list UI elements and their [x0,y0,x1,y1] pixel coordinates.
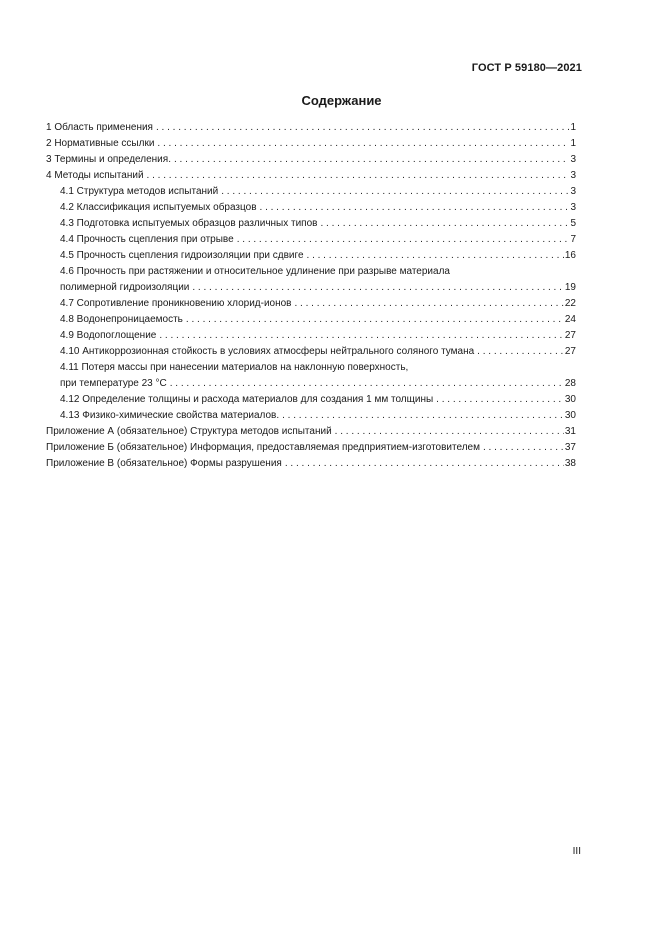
toc-leader-dots [221,184,569,200]
toc-entry-page: 37 [564,442,576,453]
toc-entry-page: 31 [564,426,576,437]
toc-leader-dots [186,312,564,328]
toc-entry-page: 28 [564,378,576,389]
toc-entry[interactable] [46,360,576,392]
toc-entry[interactable] [46,456,576,472]
toc-entry[interactable] [46,152,576,168]
toc-entry[interactable] [46,264,576,296]
toc-entry-label: 4.2 Классификация испытуемых образцов [60,202,257,213]
table-of-contents [46,120,576,472]
toc-leader-dots [477,344,564,360]
toc-entry-page: 19 [564,282,576,293]
toc-entry-label: 4.4 Прочность сцепления при отрыве [60,234,234,245]
toc-leader-dots [335,424,564,440]
toc-entry-label: 4.1 Структура методов испытаний [60,186,219,197]
document-code: ГОСТ Р 59180—2021 [471,62,582,74]
toc-title: Содержание [301,93,382,108]
toc-entry-label: 4.3 Подготовка испытуемых образцов различных типов [60,218,318,229]
toc-leader-dots [192,280,564,296]
toc-leader-dots [260,200,570,216]
toc-entry-label: при температуре 23 °С [60,378,167,389]
toc-entry-page: 3 [570,170,576,181]
toc-entry-label: полимерной гидроизоляции [60,282,190,293]
toc-entry[interactable] [46,136,576,152]
toc-entry-page: 30 [564,410,576,421]
toc-entry-label: 3 Термины и определения. [46,154,171,165]
toc-entry-page: 27 [564,346,576,357]
toc-entry[interactable] [46,328,576,344]
toc-leader-dots [436,392,564,408]
toc-leader-dots [320,216,569,232]
toc-entry-label: 4.5 Прочность сцепления гидроизоляции при сдвиге [60,250,304,261]
toc-entry-label: Приложение Б (обязательное) Информация, предоставляемая предприятием-изготовителем [46,442,480,453]
toc-entry[interactable] [46,440,576,456]
toc-entry[interactable] [46,424,576,440]
toc-entry[interactable] [46,408,576,424]
toc-entry[interactable] [46,120,576,136]
toc-entry[interactable] [46,392,576,408]
toc-entry-label: 4.12 Определение толщины и расхода материалов для создания 1 мм толщины [60,394,434,405]
toc-entry[interactable] [46,312,576,328]
toc-entry-page: 38 [564,458,576,469]
toc-entry-label: 4.9 Водопоглощение [60,330,157,341]
toc-entry[interactable] [46,168,576,184]
toc-entry-label: Приложение В (обязательное) Формы разрушения [46,458,282,469]
toc-leader-dots [285,456,564,472]
toc-entry-label: Приложение А (обязательное) Структура методов испытаний [46,426,332,437]
toc-entry-page: 1 [570,138,576,149]
toc-entry-label: 4.10 Антикоррозионная стойкость в условиях атмосферы нейтрального соляного тумана [60,346,475,357]
page-number: III [572,846,581,857]
toc-entry-label: 4.13 Физико-химические свойства материалов. [60,410,280,421]
toc-entry-label: 4.8 Водонепроницаемость [60,314,183,325]
toc-entry-page: 7 [570,234,576,245]
toc-leader-dots [174,152,569,168]
toc-entry[interactable] [46,344,576,360]
toc-entry-page: 22 [564,298,576,309]
toc-leader-dots [237,232,570,248]
toc-entry-page: 27 [564,330,576,341]
toc-leader-dots [307,248,564,264]
toc-entry-label: 2 Нормативные ссылки [46,138,155,149]
toc-entry[interactable] [46,248,576,264]
toc-leader-dots [170,376,564,392]
toc-leader-dots [157,136,569,152]
toc-entry-label: 4 Методы испытаний [46,170,144,181]
toc-leader-dots [483,440,564,456]
toc-entry-page: 16 [564,250,576,261]
toc-entry-page: 3 [570,186,576,197]
toc-entry[interactable] [46,232,576,248]
toc-entry-page: 3 [570,154,576,165]
toc-entry-page: 30 [564,394,576,405]
toc-entry-page: 1 [570,122,576,133]
toc-entry[interactable] [46,216,576,232]
toc-leader-dots [295,296,564,312]
toc-entry[interactable] [46,200,576,216]
toc-entry-label: 1 Область применения [46,122,153,133]
toc-entry-label-line1: 4.6 Прочность при растяжении и относительное удлинение при разрыве материала [60,266,450,277]
toc-leader-dots [159,328,564,344]
toc-leader-dots [147,168,570,184]
toc-entry-page: 5 [570,218,576,229]
toc-entry[interactable] [46,184,576,200]
toc-leader-dots [156,120,569,136]
toc-leader-dots [282,408,564,424]
toc-entry-page: 24 [564,314,576,325]
toc-entry[interactable] [46,296,576,312]
toc-entry-page: 3 [570,202,576,213]
toc-entry-label: 4.7 Сопротивление проникновению хлорид-ионов [60,298,292,309]
toc-entry-label-line1: 4.11 Потеря массы при нанесении материалов на наклонную поверхность, [60,362,409,373]
